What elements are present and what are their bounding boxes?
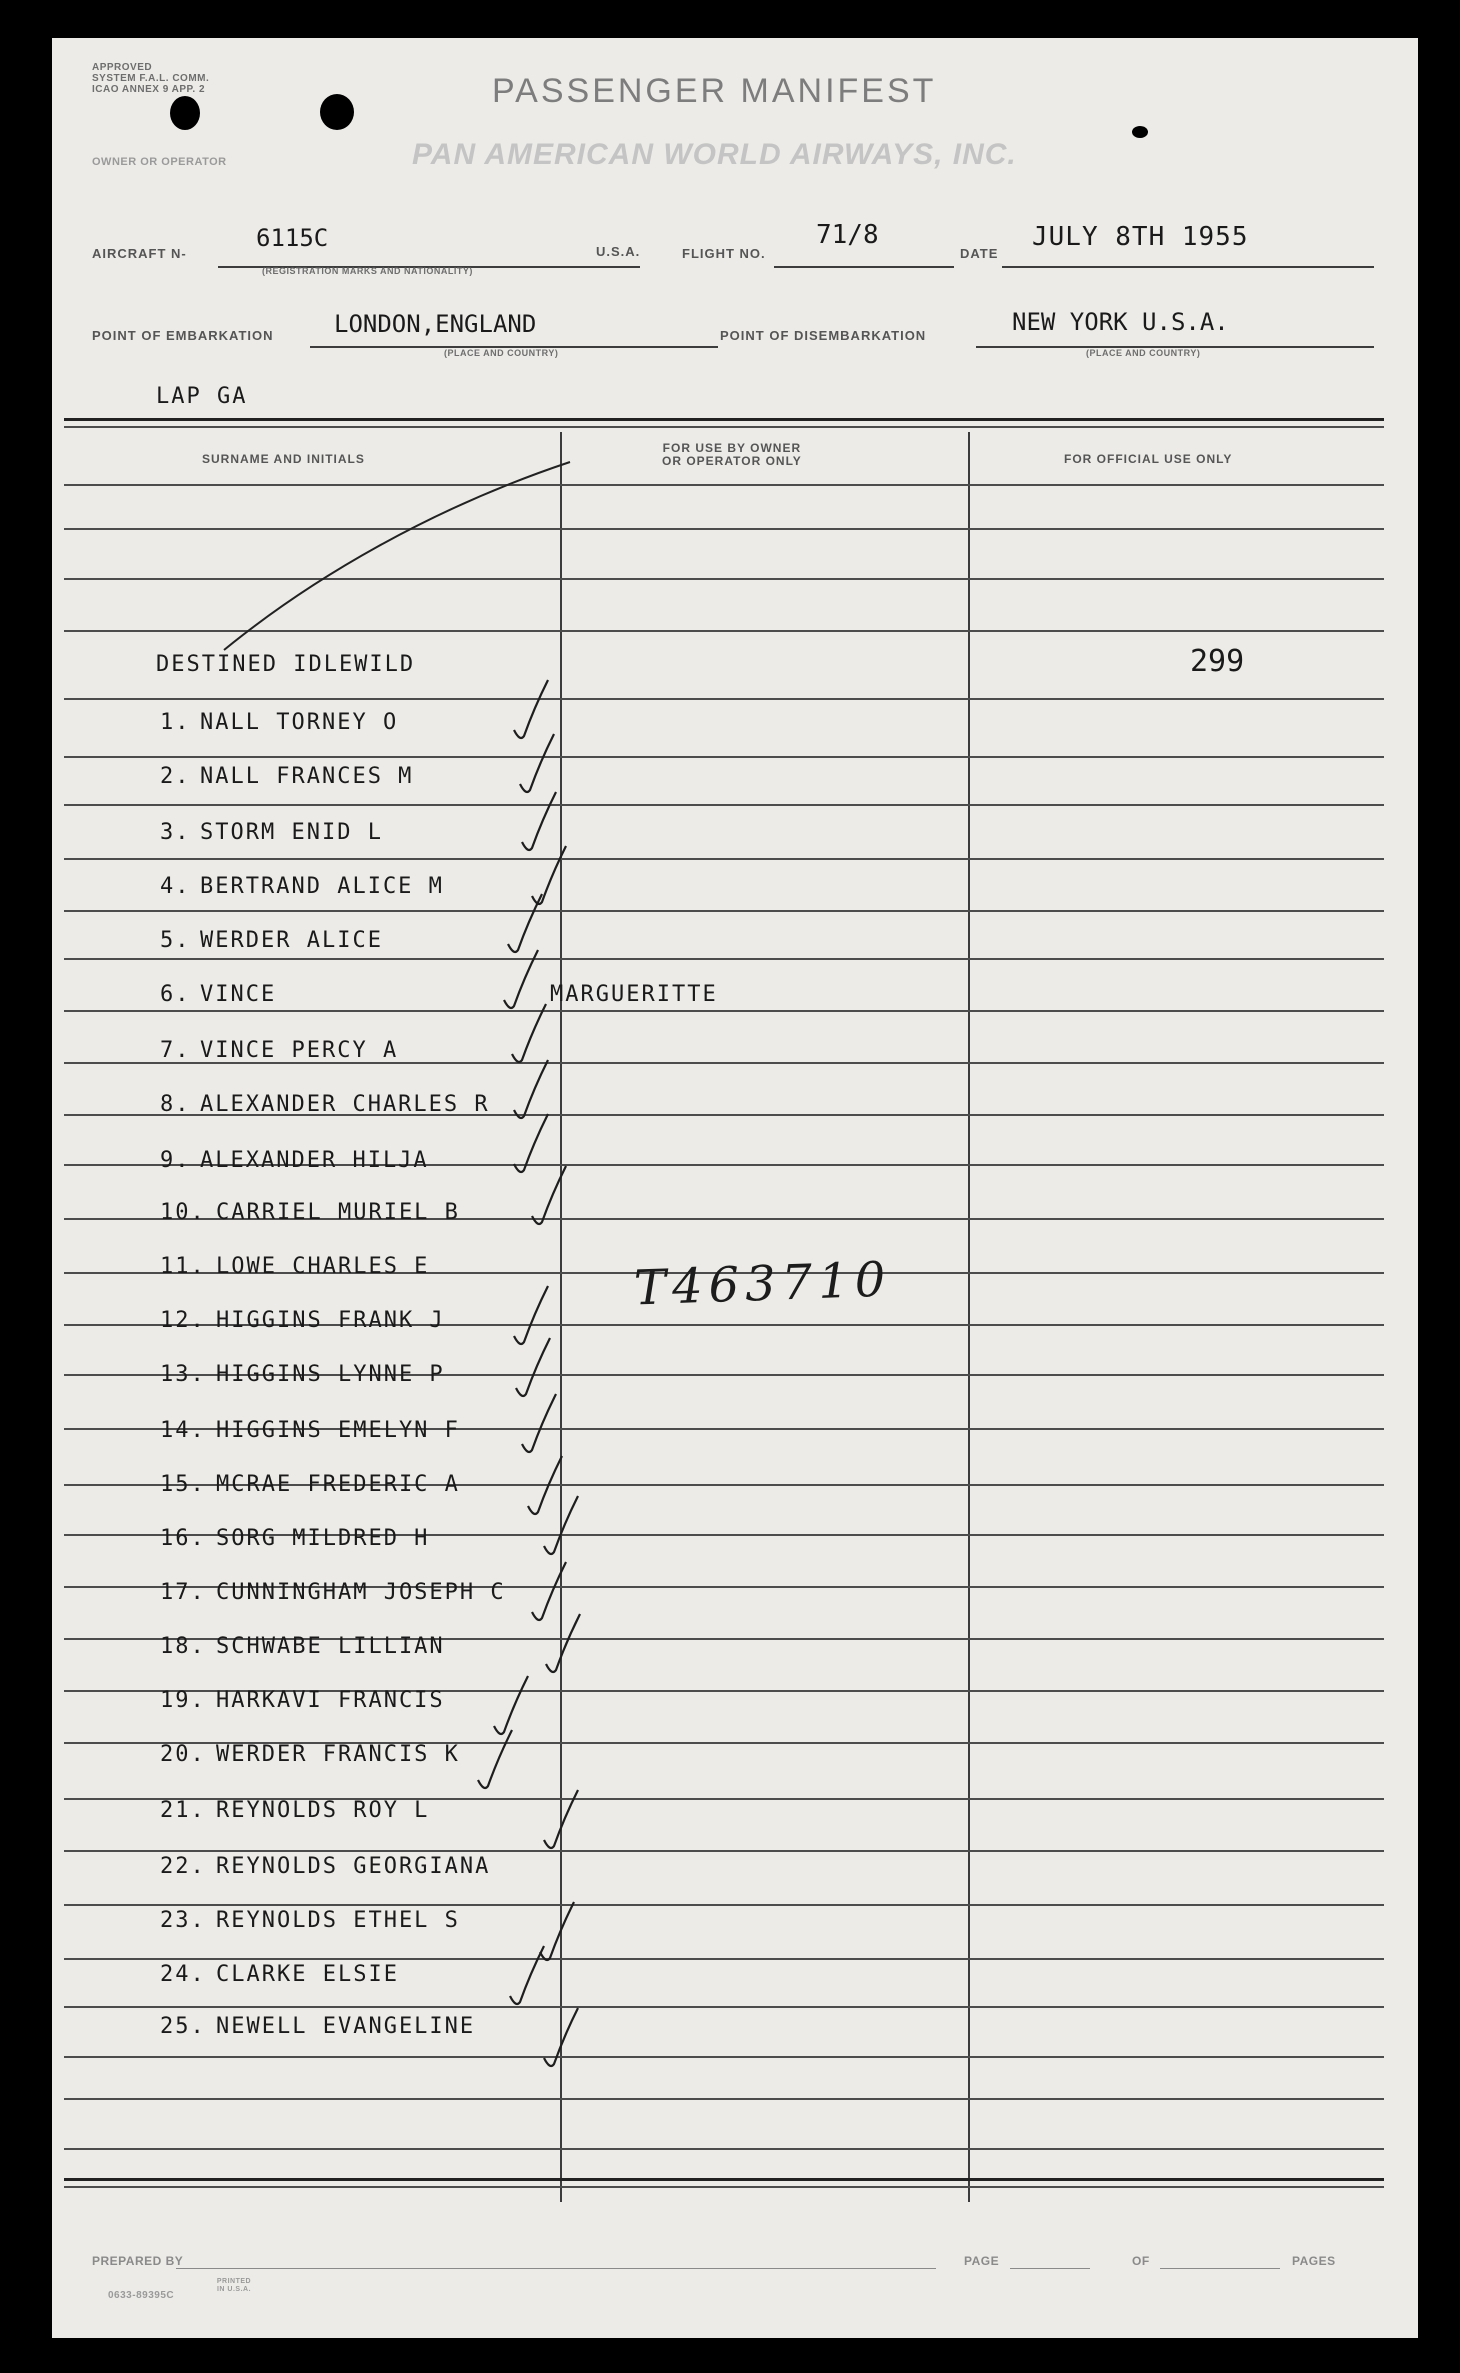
header-owner-line: FOR USE BY OWNER xyxy=(662,441,802,455)
check-mark xyxy=(512,1004,546,1062)
passenger-name: NALL FRANCES M xyxy=(200,764,414,789)
passenger-name: WERDER ALICE xyxy=(200,928,383,953)
check-mark xyxy=(504,950,538,1008)
date-value: JULY 8TH 1955 xyxy=(1032,222,1249,252)
embarkation-caption: (PLACE AND COUNTRY) xyxy=(444,348,559,358)
passenger-name: NALL TORNEY O xyxy=(200,710,399,735)
header-owner-line: OR OPERATOR ONLY xyxy=(662,454,802,468)
passenger-number: 16. xyxy=(160,1526,206,1551)
passenger-number: 6. xyxy=(160,982,191,1007)
passenger-number: 17. xyxy=(160,1580,206,1605)
form-title: PASSENGER MANIFEST xyxy=(492,72,937,110)
header-surname: SURNAME AND INITIALS xyxy=(202,452,365,466)
passenger-name: ALEXANDER CHARLES R xyxy=(200,1092,490,1117)
lap-note: LAP GA xyxy=(156,384,248,409)
passenger-number: 7. xyxy=(160,1038,191,1063)
passenger-name: CUNNINGHAM JOSEPH C xyxy=(216,1580,506,1605)
approval-line: SYSTEM F.A.L. COMM. xyxy=(92,73,210,84)
header-official: FOR OFFICIAL USE ONLY xyxy=(1064,452,1233,466)
passenger-name: HIGGINS EMELYN F xyxy=(216,1418,460,1443)
check-mark xyxy=(522,792,556,850)
passenger-name: LOWE CHARLES E xyxy=(216,1254,430,1279)
check-mark xyxy=(520,734,554,792)
passenger-number: 11. xyxy=(160,1254,206,1279)
passenger-name: ALEXANDER HILJA xyxy=(200,1148,429,1173)
embarkation-value: LONDON,ENGLAND xyxy=(334,310,537,338)
check-mark xyxy=(532,1166,566,1224)
pages-label: PAGES xyxy=(1292,2254,1336,2268)
passenger-number: 25. xyxy=(160,2014,206,2039)
approval-line: ICAO ANNEX 9 APP. 2 xyxy=(92,84,206,95)
page-label: PAGE xyxy=(964,2254,1000,2268)
check-mark xyxy=(508,894,542,952)
registration-caption: (REGISTRATION MARKS AND NATIONALITY) xyxy=(262,266,473,276)
approval-line: APPROVED xyxy=(92,62,153,73)
passenger-number: 13. xyxy=(160,1362,206,1387)
handwritten-code: T463710 xyxy=(633,1251,893,1317)
check-mark xyxy=(540,1902,574,1960)
passenger-number: 24. xyxy=(160,1962,206,1987)
passenger-number: 2. xyxy=(160,764,191,789)
nationality-label: U.S.A. xyxy=(596,244,641,259)
operator-label: OWNER OR OPERATOR xyxy=(92,156,227,168)
disembarkation-value: NEW YORK U.S.A. xyxy=(1012,308,1229,336)
passenger-name: SCHWABE LILLIAN xyxy=(216,1634,445,1659)
check-mark xyxy=(532,846,566,904)
prepared-by-label: PREPARED BY xyxy=(92,2254,184,2268)
passenger-number: 4. xyxy=(160,874,191,899)
operator-name: PAN AMERICAN WORLD AIRWAYS, INC. xyxy=(412,138,1017,171)
check-mark xyxy=(522,1394,556,1452)
passenger-name-continued: MARGUERITTE xyxy=(550,982,718,1007)
passenger-number: 9. xyxy=(160,1148,191,1173)
passenger-number: 21. xyxy=(160,1798,206,1823)
printed-in-label: PRINTED IN U.S.A. xyxy=(216,2278,252,2293)
check-mark xyxy=(544,2008,578,2066)
check-mark xyxy=(516,1338,550,1396)
passenger-name: HARKAVI FRANCIS xyxy=(216,1688,445,1713)
check-mark xyxy=(544,1496,578,1554)
date-label: DATE xyxy=(960,246,999,261)
passenger-name: STORM ENID L xyxy=(200,820,383,845)
passenger-name: WERDER FRANCIS K xyxy=(216,1742,460,1767)
passenger-number: 8. xyxy=(160,1092,191,1117)
check-mark xyxy=(532,1562,566,1620)
check-mark xyxy=(514,1060,548,1118)
passenger-name: REYNOLDS ETHEL S xyxy=(216,1908,460,1933)
passenger-number: 10. xyxy=(160,1200,206,1225)
passenger-name: REYNOLDS ROY L xyxy=(216,1798,430,1823)
passenger-number: 5. xyxy=(160,928,191,953)
check-marks xyxy=(52,38,1418,2338)
flight-number: 71/8 xyxy=(816,220,879,250)
destined-text: DESTINED IDLEWILD xyxy=(156,652,416,677)
manifest-sheet xyxy=(52,38,1418,2338)
passenger-name: CARRIEL MURIEL B xyxy=(216,1200,460,1225)
check-mark xyxy=(514,680,548,738)
flight-label: FLIGHT NO. xyxy=(682,246,766,261)
passenger-number: 18. xyxy=(160,1634,206,1659)
passenger-number: 3. xyxy=(160,820,191,845)
passenger-name: VINCE PERCY A xyxy=(200,1038,399,1063)
embarkation-label: POINT OF EMBARKATION xyxy=(92,328,274,343)
passenger-name: CLARKE ELSIE xyxy=(216,1962,399,1987)
disembarkation-label: POINT OF DISEMBARKATION xyxy=(720,328,927,343)
passenger-name: HIGGINS FRANK J xyxy=(216,1308,445,1333)
check-mark xyxy=(546,1614,580,1672)
check-mark xyxy=(544,1790,578,1848)
passenger-name: HIGGINS LYNNE P xyxy=(216,1362,445,1387)
check-mark xyxy=(510,1946,544,2004)
check-mark xyxy=(494,1676,528,1734)
passenger-number: 20. xyxy=(160,1742,206,1767)
official-number: 299 xyxy=(1190,644,1245,679)
check-mark xyxy=(528,1456,562,1514)
passenger-name: VINCE xyxy=(200,982,277,1007)
passenger-name: NEWELL EVANGELINE xyxy=(216,2014,476,2039)
passenger-name: BERTRAND ALICE M xyxy=(200,874,444,899)
check-mark xyxy=(514,1114,548,1172)
passenger-number: 12. xyxy=(160,1308,206,1333)
disembarkation-caption: (PLACE AND COUNTRY) xyxy=(1086,348,1201,358)
check-mark xyxy=(514,1286,548,1344)
passenger-number: 14. xyxy=(160,1418,206,1443)
aircraft-number: 6115C xyxy=(256,224,329,252)
check-mark xyxy=(478,1730,512,1788)
passenger-number: 15. xyxy=(160,1472,206,1497)
passenger-number: 1. xyxy=(160,710,191,735)
passenger-number: 19. xyxy=(160,1688,206,1713)
passenger-number: 23. xyxy=(160,1908,206,1933)
passenger-name: REYNOLDS GEORGIANA xyxy=(216,1854,491,1879)
passenger-number: 22. xyxy=(160,1854,206,1879)
passenger-name: MCRAE FREDERIC A xyxy=(216,1472,460,1497)
of-label: OF xyxy=(1132,2254,1150,2268)
aircraft-label: AIRCRAFT N- xyxy=(92,246,187,261)
form-code: 0633-89395C xyxy=(108,2290,175,2301)
passenger-name: SORG MILDRED H xyxy=(216,1526,430,1551)
